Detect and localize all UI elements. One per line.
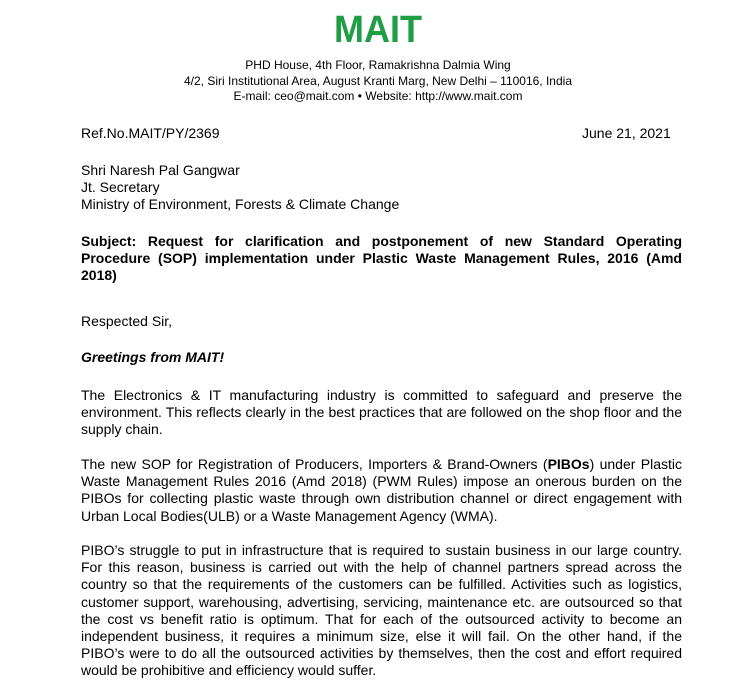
recipient-name: Shri Naresh Pal Gangwar [81,162,240,178]
recipient-designation: Jt. Secretary [81,179,160,196]
paragraph-commitment: The Electronics & IT manufacturing industry is committed to safeguard and preserve the environment. This reflects clearly in the best practices that are followed on the shop floor and the supply chain. [81,387,682,438]
address-line-1: PHD House, 4th Floor, Ramakrishna Dalmia Wing [245,58,511,72]
recipient-ministry: Ministry of Environment, Forests & Climate Change [81,196,400,213]
salutation: Respected Sir, [81,313,173,329]
paragraph-pibo-struggle: PIBO’s struggle to put in infrastructure that is required to sustain business in our large country. For this reason, business is carried out with the help of channel partners spread across the country so that the requirements of the customers can be fulfilled. Activities such as logistics, customer support, warehousing, advertising, servicing, maintenance etc. are outsourced so that the cost vs benefit ratio is optimum. That for each of the outsourced activity to become an independent business, it requires a minimum size, else it will fail. On the other hand, if the PIBO’s were to do all the outsourced activities by themselves, then the cost and effort required would be prohibitive and efficiency would suffer. [81,542,682,679]
paragraph-new-sop-part2: ) under Plastic Waste Management Rules 2016 (Amd 2018) (PWM Rules) impose an onerous burden on the PIBOs for collecting plastic waste through own distribution channel or direct engagement with Urban Local Bodies(ULB) or a Waste Management Agency (WMA). [81,456,683,524]
logo-text: MAIT [334,10,422,46]
reference-number: Ref.No.MAIT/PY/2369 [81,125,220,141]
pibos-term: PIBOs [547,456,590,472]
letter-date: June 21, 2021 [582,125,671,141]
mait-logo [0,10,756,46]
subject-line: Subject: Request for clarification and postponement of new Standard Operating Procedure (SOP) implementation under Plastic Waste Management Rules, 2016 (Amd 2018) [81,233,682,284]
paragraph-new-sop [81,456,682,525]
paragraph-new-sop-part1: The new SOP for Registration of Producers, Importers & Brand-Owners ( [81,456,548,472]
contact-line: E-mail: ceo@mait.com • Website: http://www.mait.com [233,89,523,103]
recipient-block [81,162,682,214]
greeting: Greetings from MAIT! [81,349,225,365]
address-line-2: 4/2, Siri Institutional Area, August Kranti Marg, New Delhi – 110016, India [184,73,572,88]
